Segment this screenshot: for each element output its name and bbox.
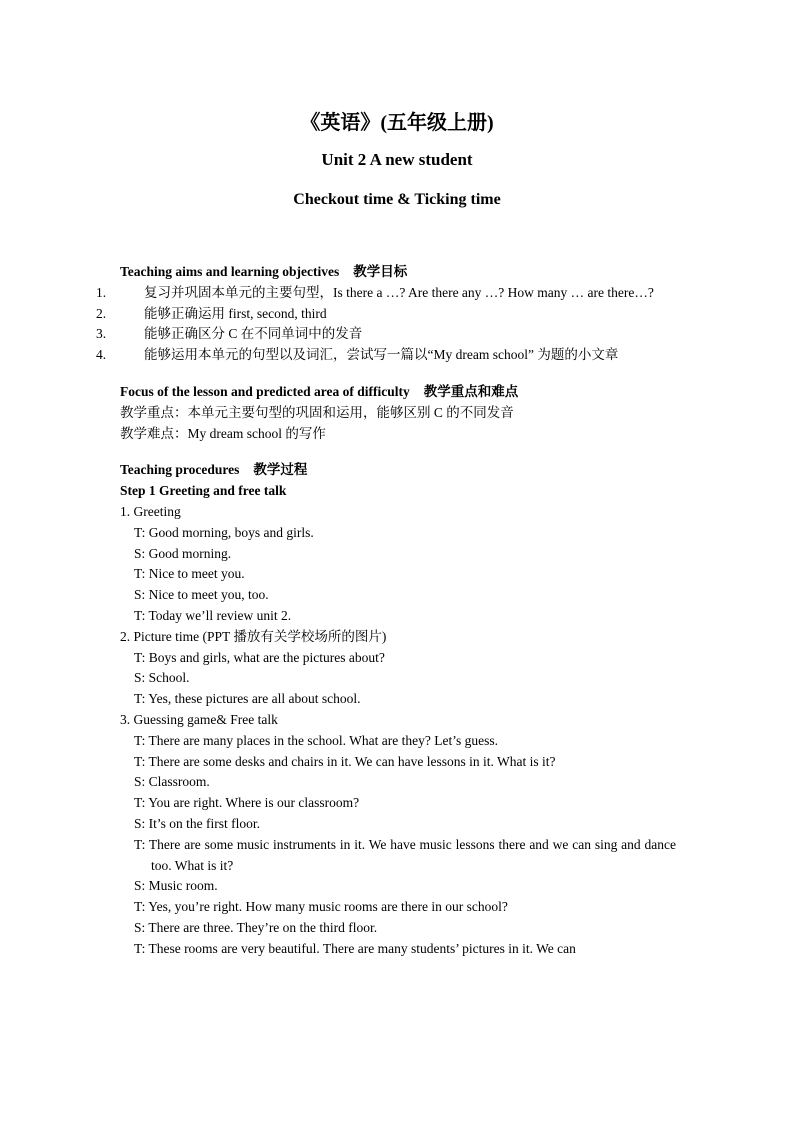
dialogue-line: T: These rooms are very beautiful. There are many students’ pictures in it. We can xyxy=(134,940,576,956)
objectives-heading-cn: 教学目标 xyxy=(353,264,408,279)
step1-heading: Step 1 Greeting and free talk xyxy=(120,483,287,499)
dialogue-line: S: Good morning. xyxy=(134,545,232,561)
dialogue-line: T: Yes, these pictures are all about school. xyxy=(134,691,361,707)
objective-item: 3. 能够正确区分 C 在不同单词中的发音 xyxy=(96,326,363,342)
unit-title: Unit 2 A new student xyxy=(321,150,473,169)
dialogue-line: S: Nice to meet you, too. xyxy=(134,587,269,603)
focus-heading-en: Focus of the lesson and predicted area of difficulty xyxy=(120,383,410,399)
section-title: 2. Picture time (PPT 播放有关学校场所的图片) xyxy=(120,628,387,644)
dialogue-line: S: School. xyxy=(134,670,190,686)
dialogue-line: T: You are right. Where is our classroom? xyxy=(134,795,360,811)
section-title: 1. Greeting xyxy=(120,503,181,519)
dialogue-line: T: There are many places in the school. What are they? Let’s guess. xyxy=(134,732,498,748)
procedures-heading-cn: 教学过程 xyxy=(253,462,308,478)
dialogue-line: T: Today we’ll review unit 2. xyxy=(134,607,292,623)
dialogue-line: S: There are three. They’re on the third floor. xyxy=(134,919,378,935)
procedures-heading-en: Teaching procedures xyxy=(120,462,240,478)
document-title: 《英语》(五年级上册) xyxy=(300,112,494,134)
dialogue-line: T: There are some desks and chairs in it. We can have lessons in it. What is it? xyxy=(134,753,556,769)
document-body xyxy=(96,262,676,960)
dialogue-line: T: Nice to meet you. xyxy=(134,566,245,582)
objective-item: 4. 能够运用本单元的句型以及词汇，尝试写一篇以“My dream school” 为题的小文章 xyxy=(96,347,619,363)
focus-heading-cn: 教学重点和难点 xyxy=(423,383,519,399)
dialogue-line: S: It’s on the first floor. xyxy=(134,815,260,831)
dialogue-line: S: Classroom. xyxy=(134,774,210,790)
section-title: 3. Guessing game& Free talk xyxy=(120,711,278,727)
key-point: 教学重点：本单元主要句型的巩固和运用，能够区别 C 的不同发音 xyxy=(120,404,514,420)
dialogue-line: S: Music room. xyxy=(134,878,218,894)
objectives-heading xyxy=(120,262,676,283)
procedures-heading xyxy=(120,460,676,481)
objectives-heading-en: Teaching aims and learning objectives xyxy=(120,264,340,279)
lesson-title: Checkout time & Ticking time xyxy=(293,191,501,208)
objective-item: 1. 复习并巩固本单元的主要句型，Is there a …? Are there any …? How many … are there…? xyxy=(96,284,654,300)
objective-item: 2. 能够正确运用 first, second, third xyxy=(96,305,327,321)
dialogue-line: T: Good morning, boys and girls. xyxy=(134,524,314,540)
dialogue-line: T: There are some music instruments in it. We have music lessons there and we can sing and dance too. What is it? xyxy=(134,836,676,873)
dialogue-line: T: Yes, you’re right. How many music rooms are there in our school? xyxy=(134,899,508,915)
dialogue-line: T: Boys and girls, what are the pictures about? xyxy=(134,649,385,665)
focus-heading xyxy=(120,382,676,403)
difficulty: 教学难点：My dream school 的写作 xyxy=(120,425,326,441)
